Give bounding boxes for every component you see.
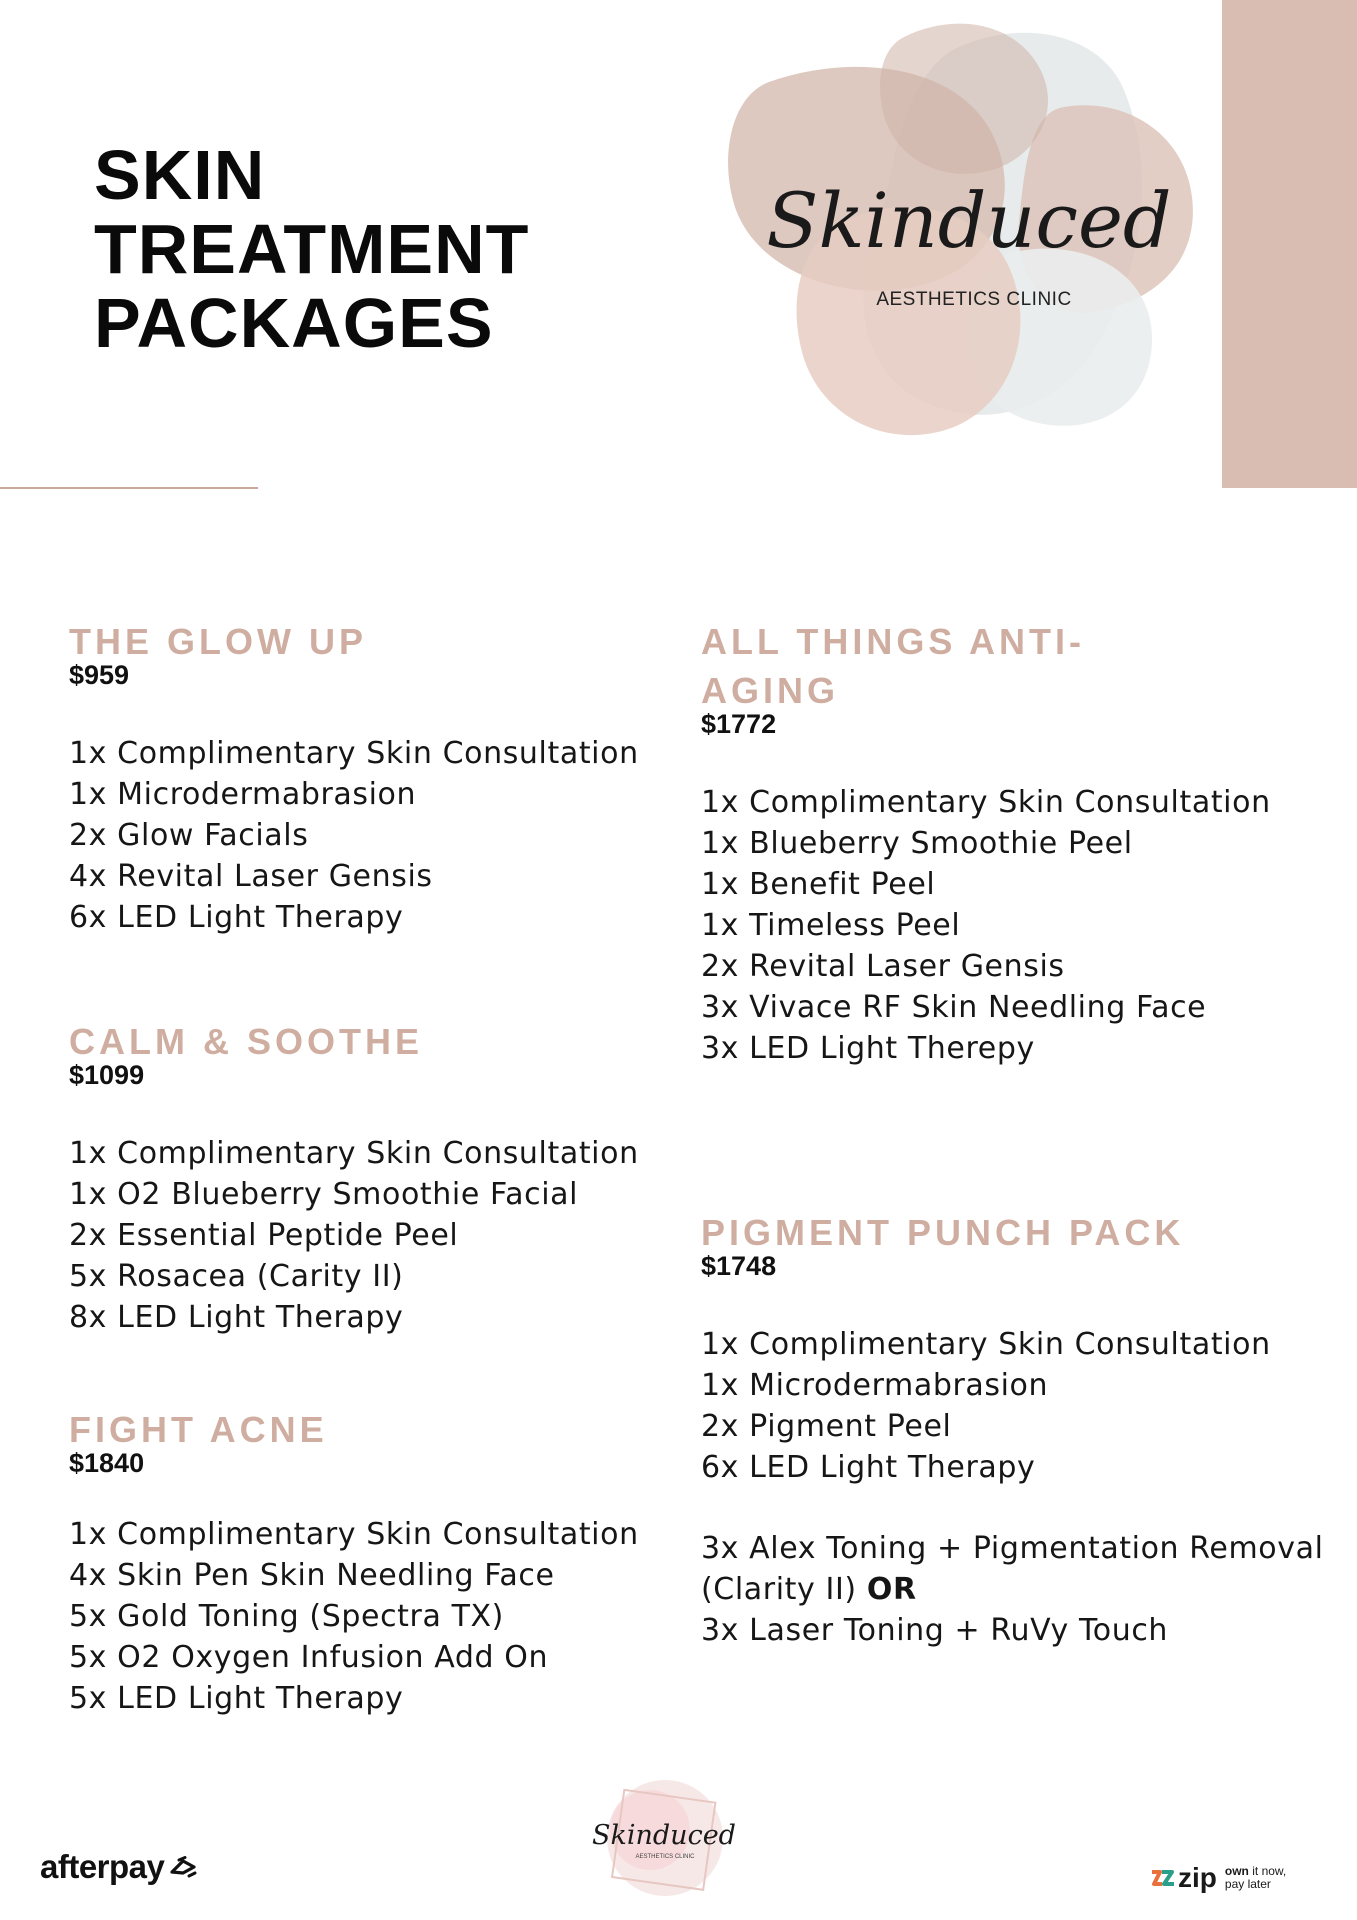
package-name bbox=[701, 617, 1341, 715]
list-item: 2x Essential Peptide Peel bbox=[69, 1218, 459, 1253]
package-name: THE GLOW UP bbox=[69, 621, 367, 662]
brand-script-name: Skinduced bbox=[766, 176, 1172, 265]
package-fight-acne bbox=[69, 1405, 709, 1719]
zip-tagline bbox=[1225, 1865, 1286, 1891]
list-item: 6x LED Light Therapy bbox=[701, 1450, 1036, 1485]
package-name: FIGHT ACNE bbox=[69, 1409, 328, 1450]
list-item: 1x Benefit Peel bbox=[701, 867, 936, 902]
footer-brand-name: Skinduced bbox=[592, 1820, 736, 1851]
list-item: 1x Timeless Peel bbox=[701, 908, 961, 943]
footer-brand-logo bbox=[590, 1772, 740, 1904]
zip-tag-bold: own bbox=[1224, 1864, 1249, 1878]
list-item: 2x Revital Laser Gensis bbox=[701, 949, 1065, 984]
package-price: $1748 bbox=[701, 1251, 777, 1281]
title-line: SKIN bbox=[94, 136, 266, 214]
title-divider bbox=[0, 487, 258, 489]
list-item: 3x Vivace RF Skin Needling Face bbox=[701, 990, 1207, 1025]
list-item: 5x LED Light Therapy bbox=[69, 1681, 404, 1716]
package-name: CALM & SOOTHE bbox=[69, 1021, 423, 1062]
list-item: 1x Complimentary Skin Consultation bbox=[69, 736, 639, 771]
zip-tag-rest: it now, bbox=[1252, 1864, 1287, 1878]
package-price: $1099 bbox=[69, 1060, 145, 1090]
package-glow-up bbox=[69, 617, 709, 938]
title-line: PACKAGES bbox=[94, 284, 494, 362]
brand-tagline: AESTHETICS CLINIC bbox=[876, 289, 1072, 310]
list-item: 6x LED Light Therapy bbox=[69, 900, 404, 935]
brand-logo bbox=[714, 12, 1224, 492]
list-item: 3x LED Light Therepy bbox=[701, 1031, 1035, 1066]
package-calm-soothe bbox=[69, 1017, 709, 1338]
zip-logo bbox=[1150, 1862, 1286, 1894]
list-item: 8x LED Light Therapy bbox=[69, 1300, 404, 1335]
zip-wordmark: zip bbox=[1178, 1862, 1217, 1893]
list-item: 5x O2 Oxygen Infusion Add On bbox=[69, 1640, 549, 1675]
package-items bbox=[701, 1324, 1341, 1488]
list-item: 1x O2 Blueberry Smoothie Facial bbox=[69, 1177, 579, 1212]
package-items bbox=[701, 782, 1341, 1069]
title-line: TREATMENT bbox=[94, 210, 530, 288]
package-options bbox=[701, 1528, 1341, 1651]
package-name-line: AGING bbox=[701, 670, 840, 711]
page-title bbox=[94, 138, 529, 360]
list-item: 2x Glow Facials bbox=[69, 818, 309, 853]
afterpay-wordmark: afterpay bbox=[40, 1848, 165, 1885]
decorative-side-bar bbox=[1222, 0, 1357, 488]
package-pigment-punch bbox=[701, 1208, 1341, 1651]
afterpay-logo bbox=[40, 1848, 201, 1886]
list-item: 2x Pigment Peel bbox=[701, 1409, 952, 1444]
list-item: 1x Complimentary Skin Consultation bbox=[69, 1517, 639, 1552]
package-name-line: ALL THINGS ANTI- bbox=[701, 621, 1085, 662]
list-item: 1x Complimentary Skin Consultation bbox=[701, 785, 1271, 820]
or-label: OR bbox=[866, 1572, 917, 1607]
option-text: (Clarity II) bbox=[701, 1572, 857, 1607]
zip-mark-icon bbox=[1150, 1867, 1176, 1889]
list-item: 5x Gold Toning (Spectra TX) bbox=[69, 1599, 504, 1634]
package-name: PIGMENT PUNCH PACK bbox=[701, 1212, 1185, 1253]
package-price: $1840 bbox=[69, 1448, 145, 1478]
package-items bbox=[69, 733, 709, 938]
list-item: 1x Blueberry Smoothie Peel bbox=[701, 826, 1133, 861]
list-item: 4x Revital Laser Gensis bbox=[69, 859, 433, 894]
list-item: 1x Microdermabrasion bbox=[69, 777, 417, 812]
watercolor-logo-graphic bbox=[714, 12, 1224, 492]
package-items bbox=[69, 1133, 709, 1338]
option-line bbox=[701, 1569, 1341, 1610]
zip-tag-line2: pay later bbox=[1224, 1877, 1271, 1891]
footer-logo-graphic bbox=[590, 1772, 740, 1904]
package-items bbox=[69, 1514, 709, 1719]
afterpay-arrows-icon bbox=[167, 1856, 201, 1878]
package-price: $959 bbox=[69, 660, 130, 690]
option-line: 3x Laser Toning + RuVy Touch bbox=[701, 1613, 1169, 1648]
list-item: 5x Rosacea (Carity II) bbox=[69, 1259, 404, 1294]
list-item: 1x Microdermabrasion bbox=[701, 1368, 1049, 1403]
footer-brand-tagline: AESTHETICS CLINIC bbox=[635, 1854, 695, 1860]
package-price: $1772 bbox=[701, 709, 777, 739]
list-item: 1x Complimentary Skin Consultation bbox=[701, 1327, 1271, 1362]
option-line: 3x Alex Toning + Pigmentation Removal bbox=[701, 1531, 1324, 1566]
list-item: 4x Skin Pen Skin Needling Face bbox=[69, 1558, 555, 1593]
list-item: 1x Complimentary Skin Consultation bbox=[69, 1136, 639, 1171]
package-anti-aging bbox=[701, 617, 1341, 1069]
